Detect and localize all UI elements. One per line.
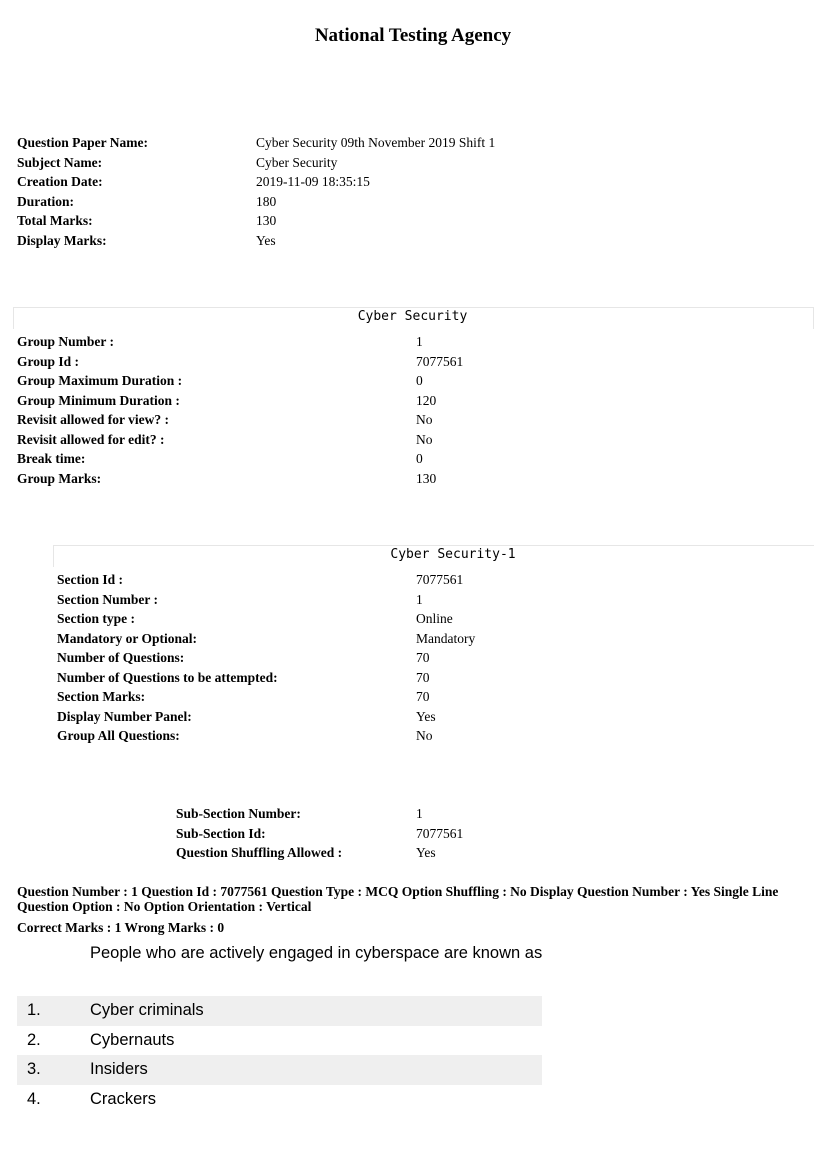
- creation-date-value: 2019-11-09 18:35:15: [256, 174, 370, 189]
- group-info-row: [17, 332, 463, 352]
- paper-name-value: Cyber Security 09th November 2019 Shift 1: [256, 135, 496, 150]
- subsection-id-value: 7077561: [416, 825, 464, 841]
- display-number-panel-value: Yes: [416, 708, 436, 724]
- duration-value: 180: [256, 193, 277, 209]
- section-type-value: Online: [416, 611, 453, 626]
- group-info-row: [17, 371, 463, 391]
- group-info-row: [17, 410, 463, 430]
- group-info-row: [17, 469, 463, 489]
- section-info-row: [57, 707, 475, 727]
- group-info-block: [17, 332, 463, 488]
- option-number: 2.: [27, 1030, 41, 1049]
- option-row: [17, 1026, 542, 1056]
- group-max-duration-label: Group Maximum Duration :: [17, 373, 183, 388]
- paper-info-row: [17, 153, 495, 173]
- number-of-questions-label: Number of Questions:: [57, 650, 185, 665]
- question-text: People who are actively engaged in cyberspace are known as: [90, 944, 543, 962]
- option-text: Insiders: [90, 1060, 148, 1079]
- section-info-row: [57, 629, 475, 649]
- group-id-label: Group Id :: [17, 353, 80, 369]
- mandatory-optional-label: Mandatory or Optional:: [57, 630, 198, 646]
- section-info-row: [57, 668, 475, 688]
- display-marks-label: Display Marks:: [17, 232, 107, 248]
- group-min-duration-value: 120: [416, 392, 437, 408]
- question-meta: Question Number : 1 Question Id : 7077561 Question Type : MCQ Option Shuffling : No Display Question Number : Yes Single Line Question Option : No Option Orientation : Vertical: [17, 884, 779, 914]
- number-of-questions-value: 70: [416, 650, 430, 665]
- subsection-info-row: [176, 843, 463, 863]
- option-row: [17, 996, 542, 1026]
- option-row: [17, 1055, 542, 1085]
- group-marks-label: Group Marks:: [17, 470, 102, 486]
- section-info-row: [57, 609, 475, 629]
- group-min-duration-label: Group Minimum Duration :: [17, 392, 180, 408]
- section-type-label: Section type :: [57, 611, 135, 626]
- group-info-row: [17, 391, 463, 411]
- option-number: 1.: [27, 1001, 41, 1020]
- subsection-number-value: 1: [416, 806, 423, 821]
- options-list: [17, 996, 542, 1114]
- section-info-row: [57, 726, 475, 746]
- revisit-view-label: Revisit allowed for view? :: [17, 412, 169, 427]
- section-info-row: [57, 648, 475, 668]
- subsection-id-label: Sub-Section Id:: [176, 825, 266, 841]
- subsection-info-block: [176, 804, 463, 863]
- group-info-row: [17, 430, 463, 450]
- group-marks-value: 130: [416, 470, 437, 486]
- section-info-block: [57, 570, 475, 746]
- group-number-value: 1: [416, 334, 423, 349]
- option-text: Cybernauts: [90, 1030, 175, 1049]
- section-heading: Cyber Security-1: [390, 547, 516, 562]
- paper-info-row: [17, 192, 495, 212]
- group-id-value: 7077561: [416, 353, 464, 369]
- paper-info-row: [17, 231, 495, 251]
- duration-label: Duration:: [17, 193, 74, 209]
- questions-to-attempt-value: 70: [416, 669, 430, 685]
- section-number-value: 1: [416, 591, 423, 607]
- option-text: Crackers: [90, 1089, 157, 1108]
- paper-name-label: Question Paper Name:: [17, 135, 148, 150]
- display-marks-value: Yes: [256, 232, 276, 248]
- revisit-edit-value: No: [416, 431, 433, 447]
- display-number-panel-label: Display Number Panel:: [57, 708, 192, 724]
- paper-info-row: [17, 211, 495, 231]
- section-marks-label: Section Marks:: [57, 689, 146, 704]
- subsection-info-row: [176, 824, 463, 844]
- subject-name-label: Subject Name:: [17, 154, 103, 170]
- question-shuffling-value: Yes: [416, 845, 436, 860]
- option-number: 3.: [27, 1060, 41, 1079]
- subsection-info-row: [176, 804, 463, 824]
- subsection-number-label: Sub-Section Number:: [176, 806, 301, 821]
- group-heading: Cyber Security: [357, 309, 468, 324]
- group-all-questions-label: Group All Questions:: [57, 728, 180, 743]
- section-info-row: [57, 590, 475, 610]
- questions-to-attempt-label: Number of Questions to be attempted:: [57, 669, 278, 685]
- group-info-row: [17, 352, 463, 372]
- option-number: 4.: [27, 1089, 41, 1108]
- section-marks-value: 70: [416, 689, 430, 704]
- group-number-label: Group Number :: [17, 334, 115, 349]
- section-info-row: [57, 570, 475, 590]
- question-shuffling-label: Question Shuffling Allowed :: [176, 845, 343, 860]
- revisit-edit-label: Revisit allowed for edit? :: [17, 431, 165, 447]
- section-id-value: 7077561: [416, 572, 464, 587]
- break-time-label: Break time:: [17, 451, 86, 466]
- break-time-value: 0: [416, 451, 423, 466]
- question-marks: Correct Marks : 1 Wrong Marks : 0: [17, 920, 225, 935]
- section-number-label: Section Number :: [57, 591, 158, 607]
- creation-date-label: Creation Date:: [17, 174, 103, 189]
- section-id-label: Section Id :: [57, 572, 124, 587]
- mandatory-optional-value: Mandatory: [416, 630, 476, 646]
- total-marks-label: Total Marks:: [17, 213, 93, 228]
- option-row: [17, 1085, 542, 1115]
- paper-info-block: [17, 133, 495, 250]
- group-max-duration-value: 0: [416, 373, 423, 388]
- group-info-row: [17, 449, 463, 469]
- subject-name-value: Cyber Security: [256, 154, 338, 170]
- option-text: Cyber criminals: [90, 1001, 204, 1020]
- revisit-view-value: No: [416, 412, 433, 427]
- total-marks-value: 130: [256, 213, 277, 228]
- paper-info-row: [17, 172, 495, 192]
- section-info-row: [57, 687, 475, 707]
- page-title: National Testing Agency: [314, 25, 512, 46]
- paper-info-row: [17, 133, 495, 153]
- group-all-questions-value: No: [416, 728, 433, 743]
